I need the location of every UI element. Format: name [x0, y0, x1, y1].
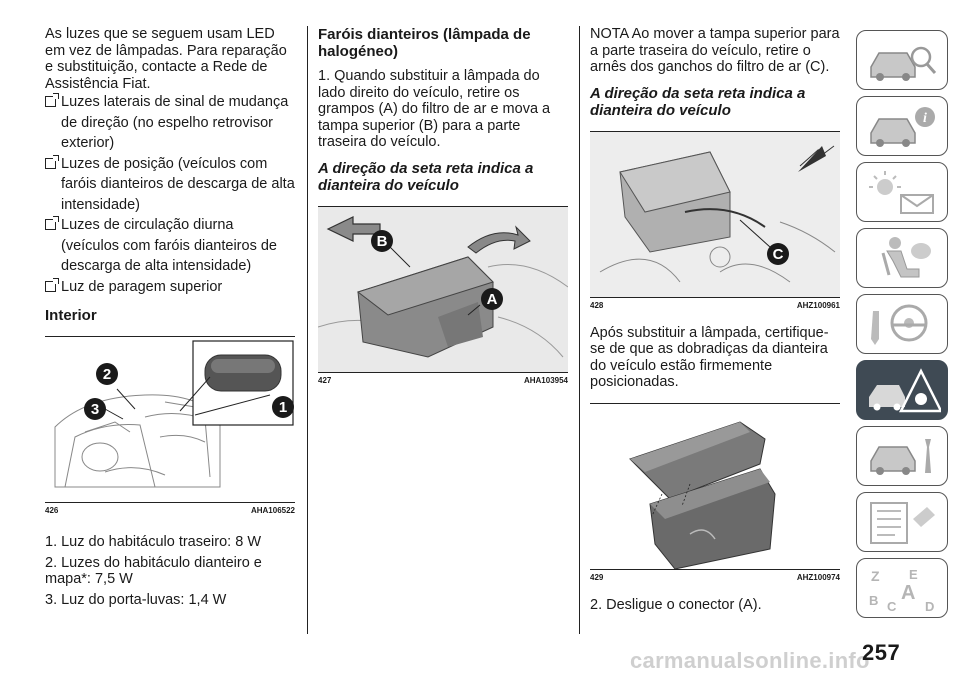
bulb-list-item: 3. Luz do porta-luvas: 1,4 W: [45, 591, 227, 608]
figure-428: [590, 131, 840, 298]
bullet-item: Luzes laterais de sinal de mudança de direção (no espelho retrovisor exterior): [45, 92, 295, 154]
svg-text:B: B: [869, 593, 879, 608]
tab-emergency[interactable]: [856, 360, 948, 420]
tab-car-search[interactable]: [856, 30, 948, 90]
headlamp-title: Faróis dianteiros (lâmpada de halogéneo): [318, 26, 531, 60]
checkbox-icon: [45, 96, 56, 107]
figure-code: AHZ100974: [796, 572, 840, 582]
bulb-list: [45, 534, 295, 608]
column-separator-1: [307, 26, 308, 634]
bullet-item: Luz de paragem superior: [45, 277, 295, 298]
svg-text:D: D: [925, 599, 935, 613]
section-title-interior: Interior: [45, 307, 97, 324]
hinges-text: Após substituir a lâmpada, certifique-se de que as dobradiças da dianteira do veículo estão firmemente posicionadas.: [590, 324, 829, 390]
arrow-direction-note: A direção da seta reta indica a dianteira do veículo: [318, 159, 534, 194]
figure-number: 429: [590, 572, 604, 582]
column-1: [45, 26, 295, 608]
bulb-list-item: 2. Luzes do habitáculo dianteiro e mapa*: 7,5 W: [45, 554, 262, 587]
car-info-icon: [865, 103, 941, 151]
callout-c: [767, 243, 789, 265]
svg-text:2: 2: [102, 366, 112, 383]
led-intro-text: As luzes que se seguem usam LED em vez de lâmpadas. Para reparação e substituição, contacte a Rede de Assistência Fiat.: [45, 26, 287, 92]
interior-lights-illustration: [45, 337, 295, 502]
svg-text:3: 3: [90, 401, 100, 418]
figure-caption: [318, 373, 568, 386]
air-filter-clips-illustration: [318, 207, 568, 372]
figure-number: 426: [45, 506, 59, 515]
step-1-text: 1. Quando substituir a lâmpada do lado direito do veículo, retire os grampos (A) do filtro de ar e mova a tampa superior (B) para a parte traseira do veículo.: [318, 68, 551, 150]
led-bullet-list: [45, 92, 295, 297]
column-3: [590, 26, 840, 613]
callout-1: [272, 396, 294, 418]
index-letters-icon: [865, 565, 941, 613]
figure-427: [318, 206, 568, 373]
figure-426: [45, 336, 295, 503]
tab-maintenance[interactable]: [856, 426, 948, 486]
callout-2: [96, 363, 118, 385]
figure-caption: [590, 298, 840, 311]
specifications-icon: [865, 499, 941, 547]
arrow-direction-note: A direção da seta reta indica a dianteira do veículo: [590, 84, 806, 119]
note-text: NOTA Ao mover a tampa superior para a parte traseira do veículo, retire o arnês dos ganchos do filtro de ar (C).: [590, 26, 840, 75]
bullet-item: Luzes de posição (veículos com faróis dianteiros de descarga de alta intensidade): [45, 154, 295, 216]
svg-text:1: 1: [278, 399, 288, 416]
bullet-item: Luzes de circulação diurna (veículos com faróis dianteiros de descarga de alta intensidade): [45, 215, 295, 277]
warning-lights-icon: [865, 169, 941, 217]
figure-code: AHA103954: [523, 375, 568, 385]
checkbox-icon: [45, 281, 56, 292]
tab-index[interactable]: [856, 558, 948, 618]
callout-3: [84, 398, 106, 420]
svg-text:C: C: [887, 599, 897, 613]
figure-number: 427: [318, 375, 332, 385]
svg-text:A: A: [486, 290, 498, 308]
step-2-text: 2. Desligue o conector (A).: [590, 596, 762, 613]
watermark: carmanualsonline.info: [630, 648, 870, 673]
page-number: 257: [862, 640, 901, 665]
tab-specifications[interactable]: [856, 492, 948, 552]
callout-a: [481, 288, 503, 310]
tab-airbag-seat[interactable]: [856, 228, 948, 288]
emergency-car-icon: [865, 367, 941, 415]
figure-code: AHA106522: [250, 506, 295, 515]
svg-text:E: E: [909, 567, 918, 582]
figure-429: [590, 403, 840, 570]
figure-caption: [45, 503, 295, 516]
svg-text:A: A: [901, 582, 916, 604]
car-maintenance-icon: [865, 433, 941, 481]
steering-wheel-key-icon: [865, 301, 941, 349]
bulb-list-item: 1. Luz do habitáculo traseiro: 8 W: [45, 534, 262, 550]
harness-hooks-illustration: [590, 132, 840, 297]
checkbox-icon: [45, 158, 56, 169]
svg-text:i: i: [923, 111, 927, 126]
car-search-icon: [865, 37, 941, 85]
tab-warning-lights[interactable]: [856, 162, 948, 222]
svg-text:B: B: [376, 232, 388, 250]
column-2: [318, 26, 568, 386]
figure-caption: [590, 570, 840, 583]
checkbox-icon: [45, 219, 56, 230]
filter-hinges-illustration: [590, 404, 840, 569]
column-separator-2: [579, 26, 580, 634]
callout-b: [371, 230, 393, 252]
svg-text:C: C: [772, 245, 784, 263]
svg-text:Z: Z: [871, 568, 880, 584]
airbag-seat-icon: [865, 235, 941, 283]
tab-steering-key[interactable]: [856, 294, 948, 354]
figure-code: AHZ100961: [796, 300, 840, 310]
tab-car-info[interactable]: [856, 96, 948, 156]
figure-number: 428: [590, 300, 604, 310]
